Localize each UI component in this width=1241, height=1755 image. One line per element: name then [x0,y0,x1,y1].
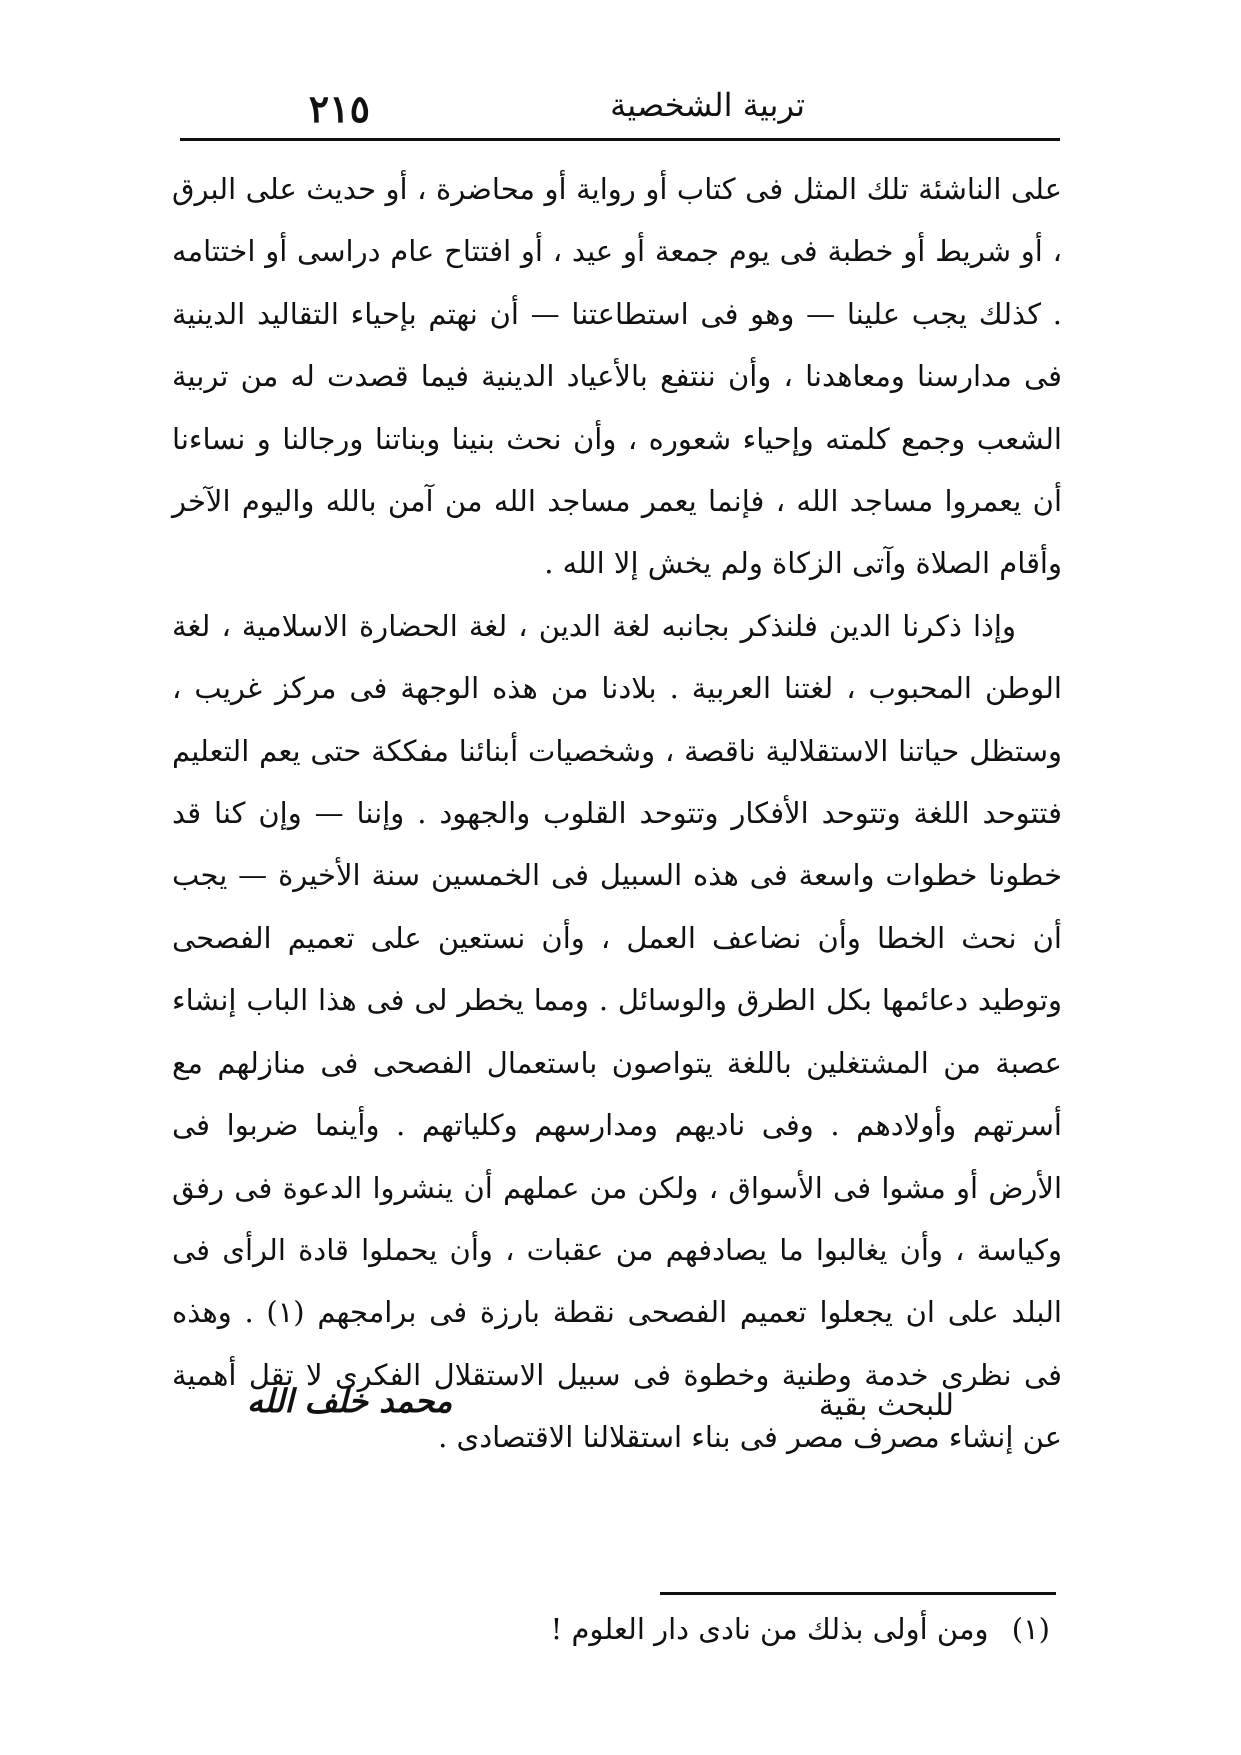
paragraph-1: على الناشئة تلك المثل فى كتاب أو رواية أو محاضرة ، أو حديث على البرق ، أو شريط أو خطبة فى يوم جمعة أو عيد ، أو افتتاح عام دراسى أو اختتامه . كذلك يجب علينا — وهو فى استطاعتنا — أن نهتم بإحياء التقاليد الدينية فى مدارسنا ومعاهدنا ، وأن ننتفع بالأعياد الدينية فيما قصدت له من تربية الشعب وجمع كلمته وإحياء شعوره ، وأن نحث بنينا وبناتنا ورجالنا و نساءنا أن يعمروا مساجد الله ، فإنما يعمر مساجد الله من آمن بالله واليوم الآخر وأقام الصلاة وآتى الزكاة ولم يخش إلا الله . [172,172,1062,581]
footnote [300,1612,1050,1646]
page-number: ٢١٥ [308,86,370,131]
closing-row [172,1380,1062,1440]
footnote-text: ومن أولى بذلك من نادى دار العلوم ! [550,1612,989,1646]
body-text [172,158,1062,1469]
to-be-continued-note: للبحث بقية [818,1388,954,1423]
paragraph-2: وإذا ذكرنا الدين فلنذكر بجانبه لغة الدين ، لغة الحضارة الاسلامية ، لغة الوطن المحبوب ، لغتنا العربية . بلادنا من هذه الوجهة فى مركز غريب ، وستظل حياتنا الاستقلالية ناقصة ، وشخصيات أبنائنا مفككة حتى يعم التعليم فتتوحد اللغة وتتوحد الأفكار وتتوحد القلوب والجهود . وإننا — وإن كنا قد خطونا خطوات واسعة فى هذه السبيل فى الخمسين سنة الأخيرة — يجب أن نحث الخطا وأن نضاعف العمل ، وأن نستعين على تعميم الفصحى وتوطيد دعائمها بكل الطرق والوسائل . ومما يخطر لى فى هذا الباب إنشاء عصبة من المشتغلين باللغة يتواصون باستعمال الفصحى فى منازلهم مع أسرتهم وأولادهم . وفى ناديهم ومدارسهم وكلياتهم . وأينما ضربوا فى الأرض أو مشوا فى الأسواق ، ولكن من عملهم أن ينشروا الدعوة فى رفق وكياسة ، وأن يغالبوا ما يصادفهم من عقبات ، وأن يحملوا قادة الرأى فى البلد على ان يجعلوا تعميم الفصحى نقطة بارزة فى برامجهم (١) . وهذه فى نظرى خدمة وطنية وخطوة فى سبيل الاستقلال الفكرى لا تقل أهمية عن إنشاء مصرف مصر فى بناء استقلالنا الاقتصادى . [172,608,1062,1455]
running-title: تربية الشخصية [610,86,805,124]
footnote-rule [660,1592,1056,1595]
footnote-marker: (١) [1011,1612,1050,1646]
page-header [180,80,1060,140]
header-rule [180,138,1060,141]
author-signature: محمد خلف الله [247,1382,453,1420]
